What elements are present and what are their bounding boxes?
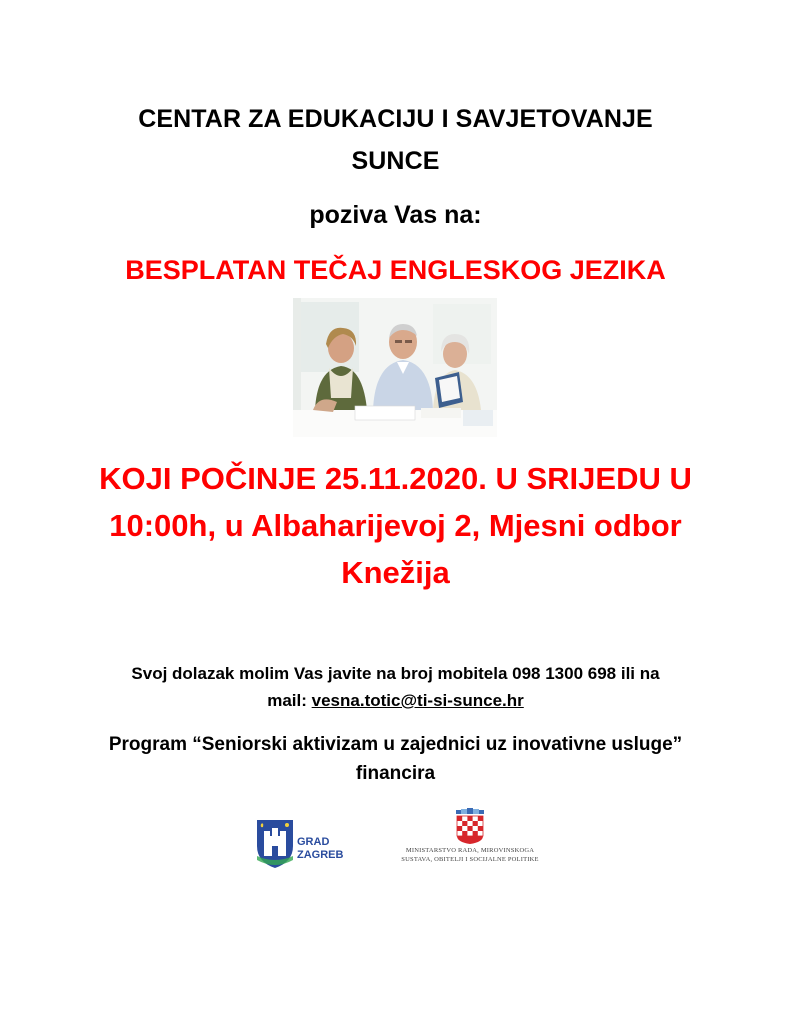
seniors-learning-photo	[293, 298, 497, 437]
email-link[interactable]: vesna.totic@ti-si-sunce.hr	[311, 691, 524, 710]
organization-title	[0, 98, 791, 182]
mail-label: mail:	[267, 691, 307, 710]
croatian-coat-of-arms-icon	[453, 808, 487, 844]
zagreb-coat-of-arms-icon	[255, 816, 295, 870]
invite-text: poziva Vas na:	[309, 201, 482, 229]
organization-subname: SUNCE	[351, 147, 440, 175]
course-title: BESPLATAN TEČAJ ENGLESKOG JEZIKA	[125, 255, 666, 285]
contact-phone-line: Svoj dolazak molim Vas javite na broj mobitela 098 1300 698 ili na	[131, 664, 660, 683]
event-start-line: KOJI POČINJE 25.11.2020. U SRIJEDU U	[99, 461, 692, 496]
contact-info	[40, 660, 751, 714]
contact-mail-line	[40, 687, 751, 714]
grad-zagreb-logo	[255, 816, 355, 876]
organization-name: CENTAR ZA EDUKACIJU I SAVJETOVANJE	[138, 105, 653, 133]
event-location-line: 10:00h, u Albaharijevoj 2, Mjesni odbor	[109, 508, 682, 543]
ministry-name-line2: SUSTAVA, OBITELJI I SOCIJALNE POLITIKE	[401, 856, 539, 863]
event-details	[60, 455, 731, 596]
zagreb-wordmark	[297, 836, 343, 862]
ministry-name	[382, 846, 558, 864]
zagreb-wordmark-line2: ZAGREB	[297, 849, 344, 861]
program-info	[40, 730, 751, 788]
program-name-line: Program “Seniorski aktivizam u zajednici uz inovativne usluge”	[108, 734, 683, 755]
event-neighborhood-line: Knežija	[341, 555, 450, 590]
ministry-logo	[382, 808, 558, 878]
program-funding-line: financira	[355, 763, 436, 784]
sponsor-logos	[0, 808, 791, 878]
ministry-name-line1: MINISTARSTVO RADA, MIROVINSKOGA	[405, 847, 535, 854]
zagreb-wordmark-line1: GRAD	[297, 836, 330, 848]
